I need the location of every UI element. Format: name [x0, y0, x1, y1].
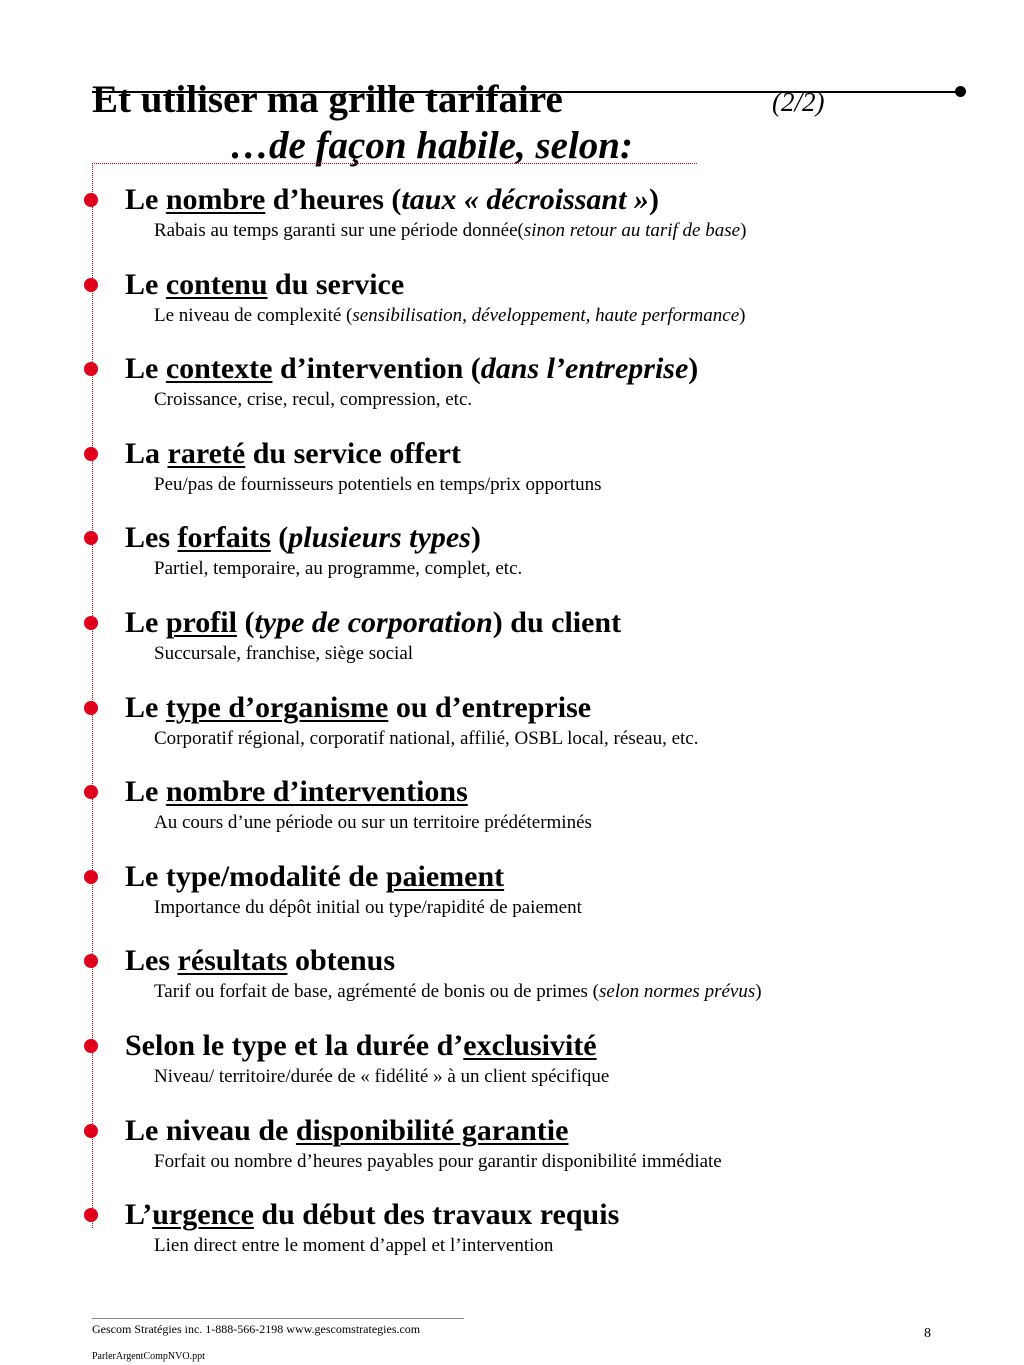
item-heading-pre: Le [125, 775, 166, 808]
item-heading [125, 182, 659, 218]
item-keyword: paiement [385, 860, 505, 893]
list-item [0, 436, 1024, 520]
item-heading-italic: plusieurs types [288, 521, 471, 554]
item-heading-italic: taux « décroissant » [401, 183, 649, 216]
item-description-text: Croissance, crise, recul, compression, etc. [154, 389, 473, 410]
item-heading-pre: La [125, 437, 168, 470]
item-description [154, 388, 472, 412]
item-heading-post: du début des travaux requis [253, 1198, 620, 1231]
list-item [0, 1028, 1024, 1112]
item-description [154, 896, 582, 920]
item-keyword: forfaits [177, 521, 271, 554]
item-description [154, 557, 522, 581]
item-heading-post: ( [270, 521, 289, 554]
item-description-end: ) [755, 981, 762, 1002]
item-description-text: Forfait ou nombre d’heures payables pour garantir disponibilité immédiate [154, 1151, 722, 1172]
list-item [0, 182, 1024, 266]
item-description-end: ) [739, 305, 746, 326]
item-heading-pre: Les [125, 521, 178, 554]
bullet-icon [84, 1124, 98, 1138]
item-heading [125, 859, 504, 895]
bullet-icon [84, 954, 98, 968]
page-subtitle: …de façon habile, selon: [230, 124, 633, 167]
item-keyword: contenu [165, 268, 268, 301]
item-heading-pre: Le [125, 352, 166, 385]
item-heading [125, 1113, 568, 1149]
item-heading [125, 1028, 597, 1064]
item-heading-end: ) [470, 521, 481, 554]
list-item [0, 520, 1024, 604]
page-title: Et utiliser ma grille tarifaire [92, 78, 563, 121]
list-item [0, 1113, 1024, 1197]
footer-rule [92, 1318, 464, 1319]
bullet-icon [84, 785, 98, 799]
item-heading-pre: Le [125, 691, 166, 724]
item-heading-end: ) du client [492, 606, 622, 639]
bullet-icon [84, 531, 98, 545]
item-heading [125, 520, 481, 556]
item-description-text: Le niveau de complexité ( [154, 305, 353, 326]
item-heading [125, 690, 591, 726]
bullet-icon [84, 193, 98, 207]
item-heading-pre: Le [125, 183, 166, 216]
list-item [0, 1197, 1024, 1281]
bullet-icon [84, 447, 98, 461]
item-heading-post: obtenus [287, 944, 396, 977]
list-item [0, 351, 1024, 435]
item-description-text: Peu/pas de fournisseurs potentiels en temps/prix opportuns [154, 474, 602, 495]
item-description [154, 1150, 722, 1174]
item-description [154, 727, 698, 751]
item-heading-pre: Le type/modalité de [125, 860, 386, 893]
slide-counter: (2/2) [772, 87, 825, 117]
item-description [154, 1234, 553, 1258]
item-heading-italic: type de corporation [254, 606, 493, 639]
item-keyword: urgence [152, 1198, 254, 1231]
item-description [154, 642, 413, 666]
item-keyword: type d’organisme [165, 691, 389, 724]
list-item [0, 267, 1024, 351]
item-heading-pre: Le [125, 268, 166, 301]
item-description-text: Rabais au temps garanti sur une période donnée( [154, 220, 524, 241]
list-item [0, 943, 1024, 1027]
item-keyword: disponibilité garantie [295, 1114, 569, 1147]
item-keyword: exclusivité [463, 1029, 597, 1062]
item-heading [125, 267, 404, 303]
item-heading-pre: L’ [125, 1198, 153, 1231]
item-description-text: Importance du dépôt initial ou type/rapidité de paiement [154, 897, 582, 918]
item-description [154, 473, 602, 497]
bullet-icon [84, 362, 98, 376]
item-keyword: résultats [177, 944, 288, 977]
item-description-end: ) [740, 220, 747, 241]
list-item [0, 690, 1024, 774]
item-heading [125, 351, 698, 387]
item-description-text: Corporatif régional, corporatif national, affilié, OSBL local, réseau, etc. [154, 728, 699, 749]
item-description [154, 811, 592, 835]
item-description-text: Au cours d’une période ou sur un territoire prédéterminés [154, 812, 592, 833]
title-rule-dot [955, 86, 966, 97]
item-keyword: contexte [165, 352, 273, 385]
item-heading-post: d’heures ( [265, 183, 402, 216]
item-keyword: nombre [165, 183, 266, 216]
item-description-text: Succursale, franchise, siège social [154, 643, 414, 664]
list-item [0, 774, 1024, 858]
item-description-italic: selon normes prévus [599, 981, 756, 1002]
item-keyword: rareté [167, 437, 246, 470]
dotted-guide-horizontal [92, 163, 697, 164]
item-heading-pre: Selon le type et la durée d’ [125, 1029, 464, 1062]
item-description [154, 219, 746, 243]
page-number: 8 [924, 1326, 931, 1341]
item-heading [125, 1197, 619, 1233]
item-keyword: profil [165, 606, 237, 639]
item-description-italic: sensibilisation, développement, haute performance [352, 305, 740, 326]
item-description-italic: sinon retour au tarif de base [523, 220, 741, 241]
item-heading [125, 943, 395, 979]
item-description [154, 304, 745, 328]
item-heading-post: du service offert [245, 437, 461, 470]
item-heading-post: du service [267, 268, 405, 301]
bullet-icon [84, 278, 98, 292]
item-heading [125, 774, 468, 810]
item-heading-italic: dans l’entreprise [480, 352, 689, 385]
item-heading [125, 605, 621, 641]
item-heading-pre: Le [125, 606, 166, 639]
item-heading-pre: Le niveau de [125, 1114, 296, 1147]
item-description-text: Partiel, temporaire, au programme, complet, etc. [154, 558, 523, 579]
bullet-icon [84, 1208, 98, 1222]
item-description [154, 980, 762, 1004]
item-heading-post: ( [236, 606, 255, 639]
item-heading-post: ou d’entreprise [388, 691, 592, 724]
item-description-text: Tarif ou forfait de base, agrémenté de bonis ou de primes ( [154, 981, 600, 1002]
item-description [154, 1065, 609, 1089]
item-description-text: Lien direct entre le moment d’appel et l’intervention [154, 1235, 554, 1256]
item-heading-post: d’intervention ( [272, 352, 481, 385]
bullet-icon [84, 616, 98, 630]
footer-company: Gescom Stratégies inc. 1-888-566-2198 www.gescomstrategies.com [92, 1322, 421, 1336]
footer-filename: ParlerArgentCompNVO.ppt [92, 1351, 205, 1362]
item-heading [125, 436, 461, 472]
bullet-icon [84, 1039, 98, 1053]
item-keyword: nombre d’interventions [165, 775, 468, 808]
item-heading-pre: Les [125, 944, 178, 977]
list-item [0, 605, 1024, 689]
item-description-text: Niveau/ territoire/durée de « fidélité » à un client spécifique [154, 1066, 610, 1087]
bullet-icon [84, 870, 98, 884]
item-heading-end: ) [688, 352, 699, 385]
bullet-icon [84, 701, 98, 715]
item-heading-end: ) [648, 183, 659, 216]
list-item [0, 859, 1024, 943]
